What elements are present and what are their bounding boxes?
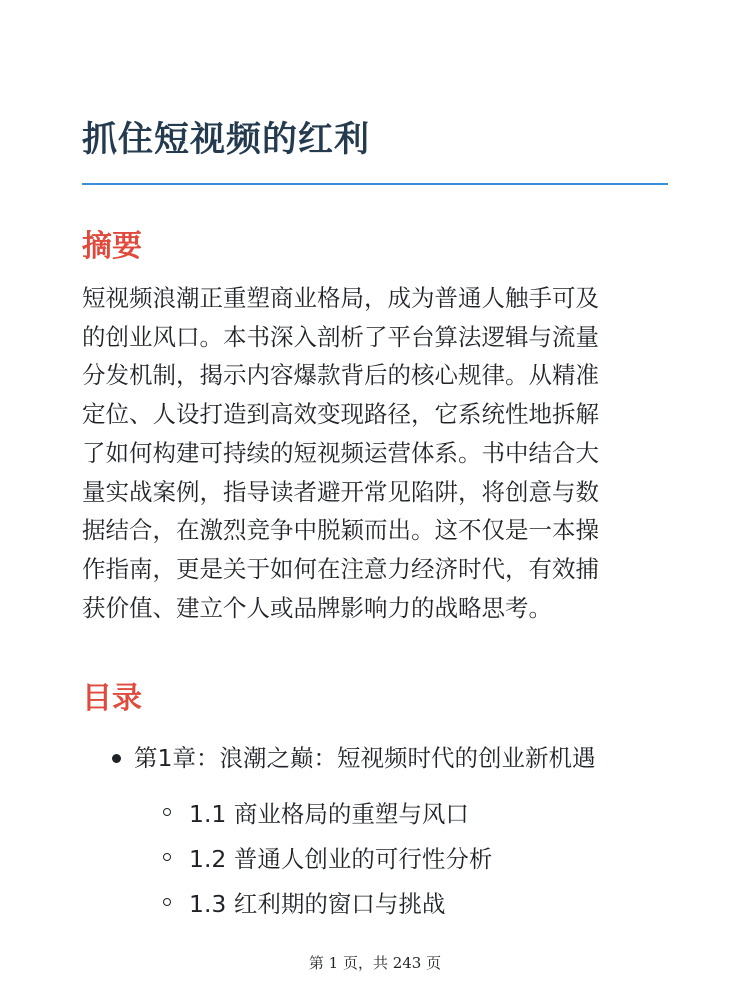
page-footer: 第 1 页，共 243 页 [308,954,442,972]
bullet-circle-icon [163,898,171,906]
toc-section-item[interactable]: 1.2 普通人创业的可行性分析 [189,845,493,873]
abstract-line: 了如何构建可持续的短视频运营体系。书中结合大 [82,438,599,467]
toc-section-item[interactable]: 1.1 商业格局的重塑与风口 [189,800,469,828]
title-divider [82,183,668,185]
abstract-line: 短视频浪潮正重塑商业格局，成为普通人触手可及 [82,284,599,312]
toc-chapter-item[interactable]: 第1章：浪潮之巅：短视频时代的创业新机遇 [134,744,596,772]
abstract-heading: 摘要 [82,229,142,264]
abstract-line: 获价值、建立个人或品牌影响力的战略思考。 [82,593,552,622]
abstract-line: 定位、人设打造到高效变现路径，它系统性地拆解 [82,400,599,429]
abstract-paragraph [82,279,682,627]
toc-heading: 目录 [82,681,142,716]
abstract-line: 量实战案例，指导读者避开常见陷阱，将创意与数 [82,477,599,506]
bullet-circle-icon [163,853,171,861]
document-title: 抓住短视频的红利 [82,120,371,160]
bullet-circle-icon [163,808,171,816]
bullet-disc-icon [112,754,121,763]
toc-section-item[interactable]: 1.3 红利期的窗口与挑战 [189,890,446,918]
abstract-line: 分发机制，揭示内容爆款背后的核心规律。从精准 [82,361,599,390]
abstract-line: 作指南，更是关于如何在注意力经济时代，有效捕 [82,554,599,583]
abstract-line: 据结合，在激烈竞争中脱颖而出。这不仅是一本操 [82,516,599,545]
abstract-line: 的创业风口。本书深入剖析了平台算法逻辑与流量 [82,322,599,351]
